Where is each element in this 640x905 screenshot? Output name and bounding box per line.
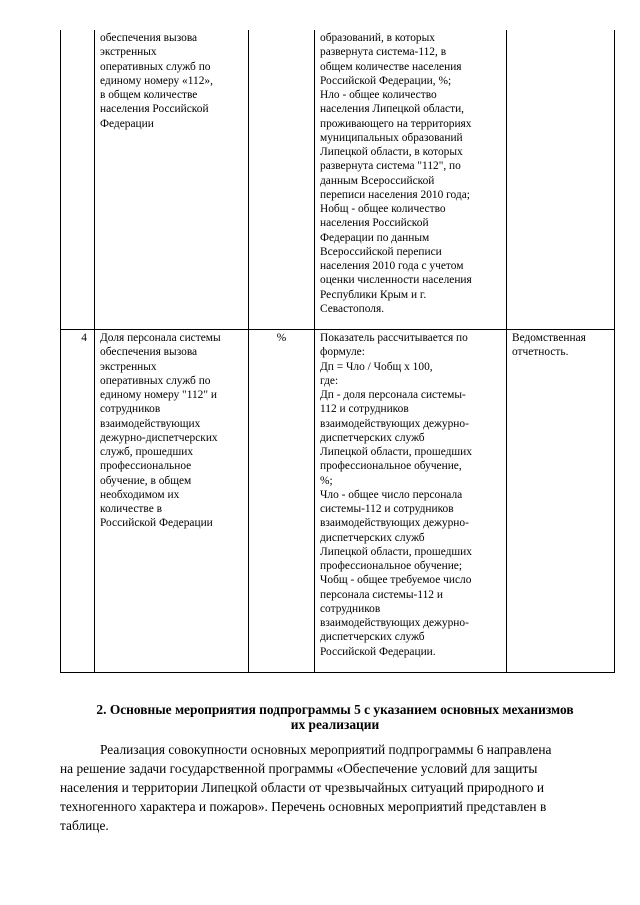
text-line: взаимодействующих дежурно- [320, 417, 469, 430]
text-line: где: [320, 374, 339, 387]
text-line: развернута система-112, в [320, 46, 447, 59]
text-line: развернута система "112", по [320, 160, 461, 173]
text-line: Липецкой области, в которых [320, 146, 463, 158]
text-line: оценки численности населения [320, 274, 472, 287]
text-line: %; [320, 474, 333, 487]
indicator-name-cell [95, 330, 249, 673]
text-line: оперативных служб по [100, 374, 211, 387]
text-line: обучение, в общем [100, 474, 192, 487]
paragraph-line: техногенного характера и пожаров». Перечень основных мероприятий представлен в [60, 799, 547, 814]
text-line: сотрудников [100, 403, 161, 416]
paragraph-line: на решение задачи государственной программы «Обеспечение условий для защиты [60, 761, 538, 776]
text-line: взаимодействующих [100, 417, 201, 430]
text-line: дежурно-диспетчерских [100, 431, 218, 444]
text-line: Чобщ - общее требуемое число [320, 574, 472, 587]
section-heading [60, 702, 610, 732]
text-line: обеспечения вызова [100, 346, 198, 359]
text-line: диспетчерских служб [320, 431, 425, 444]
text-line: Федерации по данным [320, 231, 430, 244]
heading-line: их реализации [290, 717, 380, 732]
table-row [61, 30, 615, 330]
source-cell [507, 330, 615, 673]
text-line: профессиональное [100, 460, 192, 473]
unit-cell: % [249, 330, 315, 673]
text-line: Показатель рассчитывается по [320, 332, 468, 344]
paragraph-line: населения и территории Липецкой области от чрезвычайных ситуаций природного и [60, 780, 544, 795]
text-line: Российской Федерации. [320, 645, 436, 658]
paragraph-line: таблице. [60, 818, 109, 833]
text-line: профессиональное обучение, [320, 460, 462, 473]
text-line: населения Российской [320, 217, 429, 230]
text-line: взаимодействующих дежурно- [320, 617, 469, 629]
formula-cell [315, 30, 507, 330]
text-line: Дп = Чло / Чобщ x 100, [320, 360, 433, 373]
text-line: оперативных служб по [100, 60, 211, 73]
text-line: Липецкой области, прошедших [320, 446, 472, 458]
text-line: Федерации [100, 117, 154, 130]
text-line: Нло - общее количество [320, 89, 437, 101]
text-line: Севастополя. [320, 302, 385, 315]
source-cell [507, 30, 615, 330]
text-line: муниципальных образований [320, 131, 463, 144]
text-line: населения Российской [100, 103, 209, 116]
text-line: Чло - общее число персонала [320, 488, 463, 501]
text-line: данным Всероссийской [320, 174, 435, 187]
text-line: проживающего на территориях [320, 117, 472, 130]
text-line: населения Липецкой области, [320, 103, 465, 116]
section-paragraph [60, 740, 612, 835]
text-line: служб, прошедших [100, 446, 194, 458]
text-line: диспетчерских служб [320, 631, 425, 644]
table-row [61, 330, 615, 673]
text-line: Липецкой области, прошедших [320, 545, 472, 558]
text-line: Ведомственная [512, 332, 586, 344]
text-line: Доля персонала системы [100, 332, 221, 344]
text-line: населения 2010 года с учетом [320, 260, 464, 272]
text-line: экстренных [100, 360, 157, 373]
heading-line: 2. Основные мероприятия подпрограммы 5 с указанием основных механизмов [96, 702, 574, 717]
text-line: сотрудников [320, 602, 381, 615]
text-line: формуле: [320, 346, 365, 359]
text-line: единому номеру «112», [100, 74, 213, 87]
formula-cell [315, 330, 507, 673]
indicator-name-cell [95, 30, 249, 330]
text-line: общем количестве населения [320, 60, 462, 73]
text-line: Нобщ - общее количество [320, 203, 446, 215]
indicators-table [60, 30, 615, 673]
text-line: необходимом их [100, 488, 180, 501]
text-line: образований, в которых [320, 32, 435, 44]
text-line: взаимодействующих дежурно- [320, 517, 469, 530]
text-line: отчетность. [512, 346, 569, 359]
text-line: персонала системы-112 и [320, 588, 443, 601]
text-line: в общем количестве [100, 89, 198, 101]
text-line: Республики Крым и г. [320, 288, 427, 301]
text-line: переписи населения 2010 года; [320, 188, 470, 201]
row-number-cell: 4 [61, 330, 95, 673]
text-line: обеспечения вызова [100, 32, 198, 44]
text-line: Всероссийской переписи [320, 245, 442, 258]
paragraph-line: Реализация совокупности основных мероприятий подпрограммы 6 направлена [100, 742, 552, 757]
text-line: 112 и сотрудников [320, 403, 409, 416]
text-line: Российской Федерации, %; [320, 74, 452, 87]
text-line: единому номеру "112" и [100, 389, 217, 401]
text-line: Дп - доля персонала системы- [320, 389, 466, 401]
text-line: экстренных [100, 46, 157, 59]
text-line: диспетчерских служб [320, 531, 425, 544]
unit-cell [249, 30, 315, 330]
text-line: профессиональное обучение; [320, 560, 463, 572]
text-line: Российской Федерации [100, 517, 213, 530]
text-line: системы-112 и сотрудников [320, 503, 454, 515]
row-number-cell [61, 30, 95, 330]
text-line: количестве в [100, 503, 162, 515]
